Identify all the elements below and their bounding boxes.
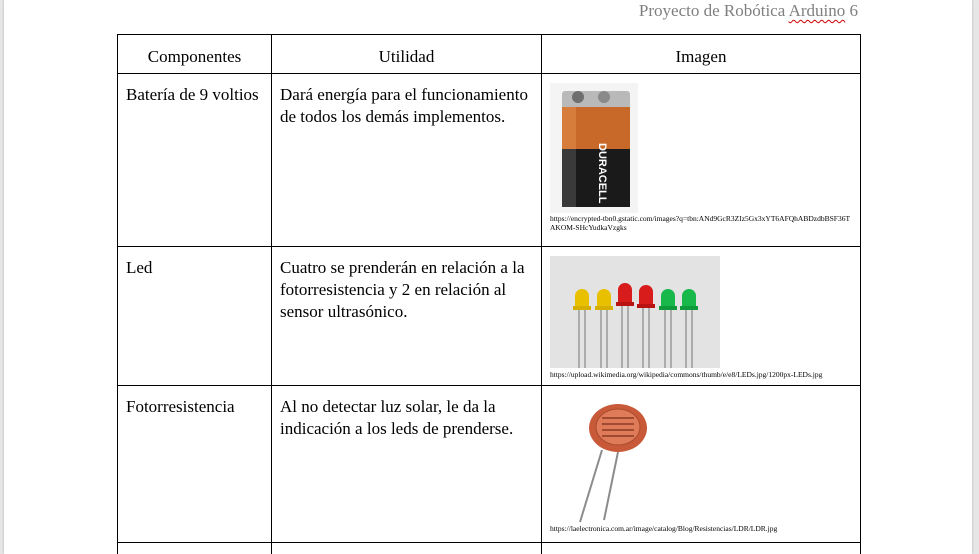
- photoresistor-image[interactable]: [542, 386, 860, 524]
- column-header-components: Componentes: [118, 35, 272, 74]
- header-title-prefix: Proyecto de Robótica: [638, 1, 786, 20]
- cell-utility: [272, 74, 542, 247]
- cell-image: [542, 74, 861, 247]
- component-name: Led: [126, 258, 153, 277]
- cell-component: [118, 247, 272, 386]
- cell-component: [118, 74, 272, 247]
- cell-image: [542, 543, 861, 554]
- table-row: [118, 247, 861, 386]
- table-row: [118, 74, 861, 247]
- cell-component: [118, 386, 272, 543]
- table-row: [118, 543, 861, 554]
- cell-utility: [272, 247, 542, 386]
- table-header-row: [118, 35, 861, 74]
- utility-text: Cuatro se prenderán en relación a la fotorresistencia y 2 en relación al sensor ultrasónico.: [280, 258, 525, 321]
- document-page: [4, 0, 972, 554]
- component-name: Batería de 9 voltios: [126, 85, 259, 104]
- cell-image: [542, 247, 861, 386]
- cell-component: [118, 543, 272, 554]
- battery-image[interactable]: [542, 74, 860, 213]
- header-title-number: 6: [849, 1, 858, 20]
- component-name: Fotorresistencia: [126, 397, 235, 416]
- image-source-url[interactable]: https://encrypted-tbn0.gstatic.com/images?q=tbn:ANd9GcR3ZIz5Gx3xYT6AFQhABDzdbBSF36TAKOM-SHcYudkaVzgks: [550, 214, 851, 232]
- battery-brand-text: DURACELL: [596, 143, 608, 204]
- cell-utility: [272, 543, 542, 554]
- utility-text: Dará energía para el funcionamiento de todos los demás implementos.: [280, 85, 528, 126]
- image-source-url[interactable]: https://laelectronica.com.ar/image/catalog/Blog/Resistencias/LDR/LDR.jpg: [550, 524, 778, 533]
- components-table: [117, 34, 861, 554]
- image-source-url[interactable]: https://upload.wikimedia.org/wikipedia/commons/thumb/e/e8/LEDs.jpg/1200px-LEDs.jpg: [550, 370, 823, 379]
- table-row: [118, 386, 861, 543]
- leds-image[interactable]: [542, 247, 860, 368]
- page-header: [639, 1, 858, 21]
- cell-utility: [272, 386, 542, 543]
- header-title-brand: Arduino: [788, 1, 846, 20]
- column-header-utility: Utilidad: [272, 35, 542, 74]
- cell-image: [542, 386, 861, 543]
- utility-text: Al no detectar luz solar, le da la indicación a los leds de prenderse.: [280, 397, 514, 438]
- column-header-image: Imagen: [542, 35, 861, 74]
